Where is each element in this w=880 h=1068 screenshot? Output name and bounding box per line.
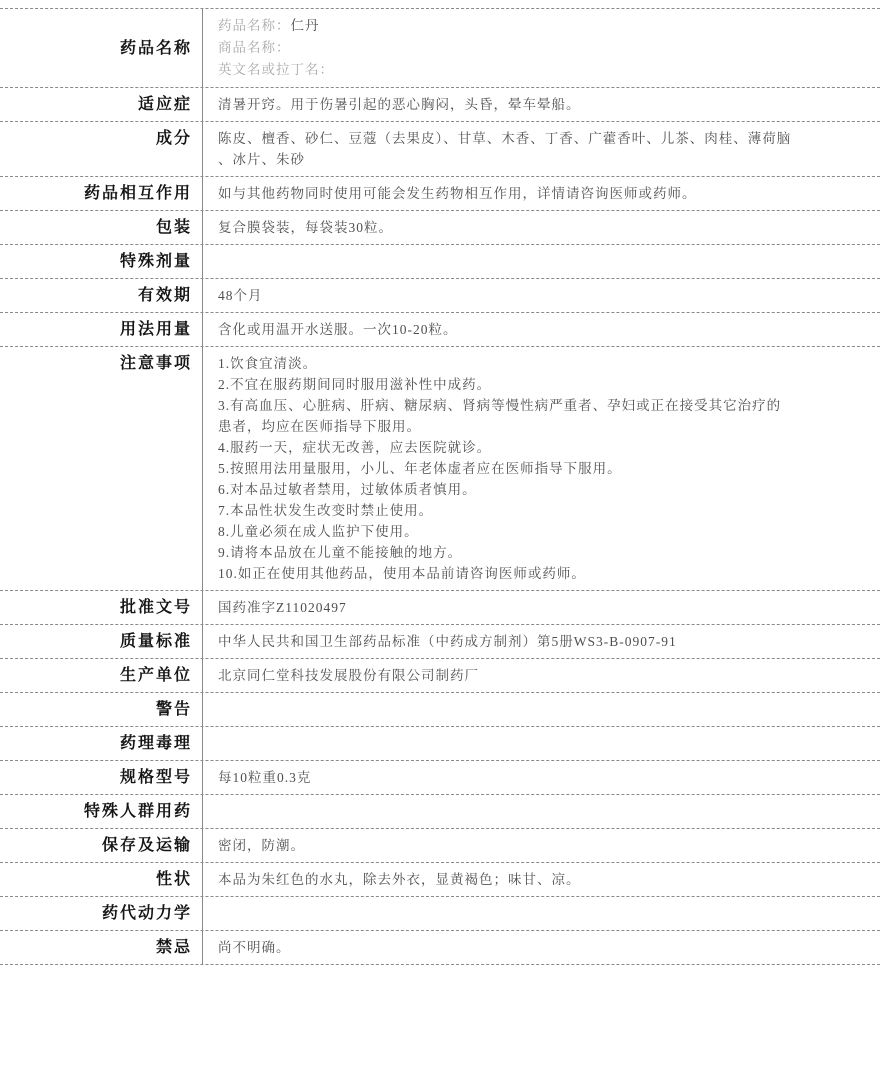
row-warning bbox=[0, 693, 880, 727]
row-label-cell bbox=[0, 122, 203, 176]
value-line: 本品为朱红色的水丸，除去外衣，显黄褐色；味甘、凉。 bbox=[218, 872, 581, 887]
value-line: 患者，均应在医师指导下服用。 bbox=[218, 419, 421, 434]
row-value-cell bbox=[203, 727, 880, 760]
row-value-cell bbox=[203, 897, 880, 930]
value-line: 含化或用温开水送服。一次10-20粒。 bbox=[218, 322, 458, 337]
row-label: 性状 bbox=[155, 871, 192, 888]
row-label: 注意事项 bbox=[119, 355, 192, 372]
row-value-cell bbox=[203, 829, 880, 862]
row-drug-name bbox=[0, 9, 880, 88]
row-label-cell bbox=[0, 659, 203, 692]
row-specification bbox=[0, 761, 880, 795]
drug-name-line bbox=[218, 15, 868, 37]
row-label: 药品名称 bbox=[119, 39, 192, 57]
value-line: 4.服药一天，症状无改善，应去医院就诊。 bbox=[218, 440, 492, 455]
row-label-cell bbox=[0, 727, 203, 760]
row-approval-number bbox=[0, 591, 880, 625]
value-line: 3.有高血压、心脏病、肝病、糖尿病、肾病等慢性病严重者、孕妇或正在接受其它治疗的 bbox=[218, 398, 782, 413]
row-label-cell bbox=[0, 177, 203, 210]
row-label: 药代动力学 bbox=[101, 905, 192, 922]
row-packaging bbox=[0, 211, 880, 245]
row-label-cell bbox=[0, 863, 203, 896]
row-ingredients bbox=[0, 122, 880, 177]
english-name-key: 英文名或拉丁名： bbox=[218, 62, 334, 77]
row-value-cell bbox=[203, 693, 880, 726]
value-line: 8.儿童必须在成人监护下使用。 bbox=[218, 524, 419, 539]
row-label-cell bbox=[0, 347, 203, 590]
value-line: 6.对本品过敏者禁用，过敏体质者慎用。 bbox=[218, 482, 477, 497]
row-label: 包装 bbox=[155, 219, 192, 236]
row-label-cell bbox=[0, 829, 203, 862]
trade-name-key: 商品名称： bbox=[218, 40, 291, 55]
row-label: 用法用量 bbox=[119, 321, 192, 338]
row-value-cell bbox=[203, 659, 880, 692]
value-line: 5.按照用法用量服用，小儿、年老体虚者应在医师指导下服用。 bbox=[218, 461, 622, 476]
row-value-cell bbox=[203, 347, 880, 590]
row-label: 特殊剂量 bbox=[119, 253, 192, 270]
row-characteristics bbox=[0, 863, 880, 897]
row-value-cell bbox=[203, 177, 880, 210]
row-label-cell bbox=[0, 591, 203, 624]
row-label-cell bbox=[0, 9, 203, 87]
row-label-cell bbox=[0, 897, 203, 930]
row-label-cell bbox=[0, 795, 203, 828]
row-pharmacology-toxicology bbox=[0, 727, 880, 761]
value-line: 1.饮食宜清淡。 bbox=[218, 356, 318, 371]
row-shelf-life bbox=[0, 279, 880, 313]
row-label-cell bbox=[0, 931, 203, 964]
row-manufacturer bbox=[0, 659, 880, 693]
row-quality-standard bbox=[0, 625, 880, 659]
value-line: 国药准字Z11020497 bbox=[218, 600, 347, 615]
value-line: 尚不明确。 bbox=[218, 940, 291, 955]
value-line: 复合膜袋装，每袋装30粒。 bbox=[218, 220, 393, 235]
value-line: 清暑开窍。用于伤暑引起的恶心胸闷，头昏，晕车晕船。 bbox=[218, 97, 581, 112]
row-usage-dosage bbox=[0, 313, 880, 347]
drug-name-value: 仁丹 bbox=[290, 18, 320, 33]
row-storage-transport bbox=[0, 829, 880, 863]
value-line: 密闭，防潮。 bbox=[218, 838, 305, 853]
row-label: 成分 bbox=[155, 130, 192, 147]
row-value-cell bbox=[203, 795, 880, 828]
value-line: 如与其他药物同时使用可能会发生药物相互作用，详情请咨询医师或药师。 bbox=[218, 186, 697, 201]
row-label-cell bbox=[0, 693, 203, 726]
trade-name-line bbox=[218, 37, 868, 59]
english-name-line bbox=[218, 59, 868, 81]
value-line: 每10粒重0.3克 bbox=[218, 770, 312, 785]
row-value-cell bbox=[203, 211, 880, 244]
value-line: 10.如正在使用其他药品，使用本品前请咨询医师或药师。 bbox=[218, 566, 586, 581]
row-label: 适应症 bbox=[137, 96, 192, 113]
value-line: 7.本品性状发生改变时禁止使用。 bbox=[218, 503, 434, 518]
value-line: 9.请将本品放在儿童不能接触的地方。 bbox=[218, 545, 463, 560]
row-pharmacokinetics bbox=[0, 897, 880, 931]
row-label: 规格型号 bbox=[119, 769, 192, 786]
row-label-cell bbox=[0, 245, 203, 278]
row-label: 禁忌 bbox=[155, 939, 192, 956]
row-value-cell bbox=[203, 279, 880, 312]
row-label: 生产单位 bbox=[119, 667, 192, 684]
value-line: 48个月 bbox=[218, 288, 263, 303]
row-label: 药品相互作用 bbox=[83, 185, 192, 202]
value-line: 、冰片、朱砂 bbox=[218, 152, 305, 167]
row-label-cell bbox=[0, 211, 203, 244]
value-line: 中华人民共和国卫生部药品标准（中药成方制剂）第5册WS3-B-0907-91 bbox=[218, 634, 677, 649]
row-indications bbox=[0, 88, 880, 122]
row-precautions bbox=[0, 347, 880, 591]
value-line: 北京同仁堂科技发展股份有限公司制药厂 bbox=[218, 668, 479, 683]
row-label: 质量标准 bbox=[119, 633, 192, 650]
value-line: 陈皮、檀香、砂仁、豆蔻（去果皮）、甘草、木香、丁香、广藿香叶、儿茶、肉桂、薄荷脑 bbox=[218, 131, 792, 146]
row-special-dosage bbox=[0, 245, 880, 279]
row-value-cell bbox=[203, 9, 880, 87]
drug-info-table bbox=[0, 8, 880, 965]
row-value-cell bbox=[203, 313, 880, 346]
row-value-cell bbox=[203, 931, 880, 964]
row-value-cell bbox=[203, 863, 880, 896]
row-value-cell bbox=[203, 245, 880, 278]
row-contraindications bbox=[0, 931, 880, 965]
row-value-cell bbox=[203, 122, 880, 176]
row-label: 批准文号 bbox=[119, 599, 192, 616]
row-label-cell bbox=[0, 279, 203, 312]
row-label-cell bbox=[0, 625, 203, 658]
row-label-cell bbox=[0, 313, 203, 346]
row-label: 特殊人群用药 bbox=[83, 803, 192, 820]
value-line: 2.不宜在服药期间同时服用滋补性中成药。 bbox=[218, 377, 492, 392]
row-label: 保存及运输 bbox=[101, 837, 192, 854]
row-special-population bbox=[0, 795, 880, 829]
row-value-cell bbox=[203, 591, 880, 624]
row-label-cell bbox=[0, 761, 203, 794]
row-label: 警告 bbox=[155, 701, 192, 718]
row-label: 有效期 bbox=[137, 287, 192, 304]
row-value-cell bbox=[203, 761, 880, 794]
row-label-cell bbox=[0, 88, 203, 121]
row-label: 药理毒理 bbox=[119, 735, 192, 752]
drug-name-key: 药品名称： bbox=[218, 18, 291, 33]
row-drug-interactions bbox=[0, 177, 880, 211]
row-value-cell bbox=[203, 88, 880, 121]
row-value-cell bbox=[203, 625, 880, 658]
